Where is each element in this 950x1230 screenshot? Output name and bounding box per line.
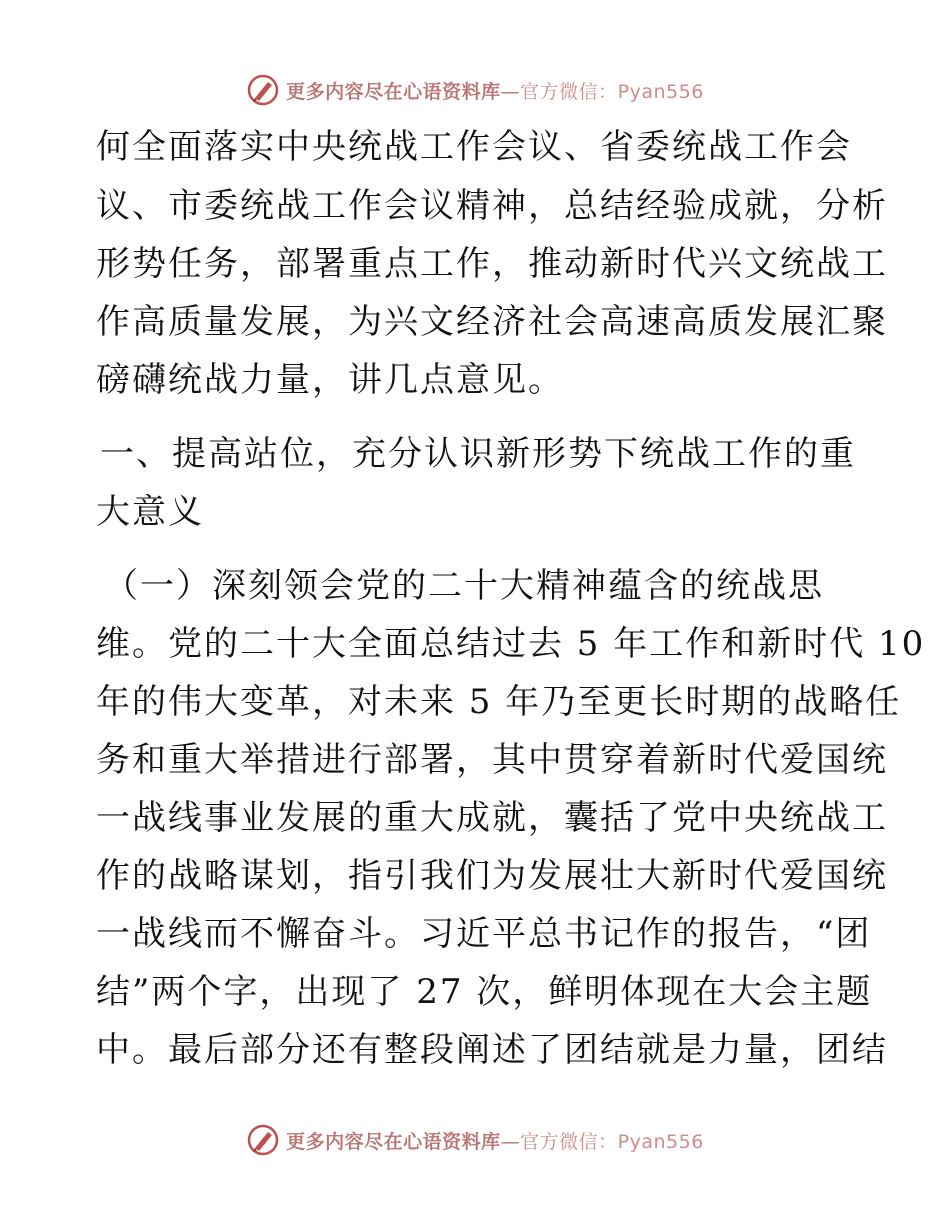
text-line: 务和重大举措进行部署，其中贯穿着新时代爱国统: [96, 740, 888, 780]
subsection-heading: （一）深刻领会党的二十大精神蕴含的统战思: [104, 566, 824, 606]
text-line: 何全面落实中央统战工作会议、省委统战工作会: [96, 127, 852, 167]
text-line: 作高质量发展，为兴文经济社会高速高质发展汇聚: [96, 302, 888, 342]
text-line: 议、市委统战工作会议精神，总结经验成就，分析: [96, 186, 888, 226]
watermark-main: 更多内容尽在心语资料库: [286, 80, 501, 103]
text-line: 作的战略谋划，指引我们为发展壮大新时代爱国统: [96, 856, 888, 896]
watermark-sep: —: [500, 80, 521, 103]
pen-logo-icon: [246, 1123, 280, 1157]
watermark-sub: 官方微信：Pyan556: [520, 1130, 704, 1153]
text-line: 磅礴统战力量，讲几点意见。: [96, 360, 564, 400]
watermark-header: [0, 70, 950, 110]
text-line: 年的伟大变革，对未来 5 年乃至更长时期的战略任: [96, 682, 902, 722]
section-heading-cont: 大意义: [96, 492, 204, 532]
watermark-text: [286, 77, 704, 104]
text-line: 维。党的二十大全面总结过去 5 年工作和新时代 10: [96, 624, 926, 664]
text-line: 一战线而不懈奋斗。习近平总书记作的报告，“团: [96, 914, 872, 954]
section-heading: 一、提高站位，充分认识新形势下统战工作的重: [100, 434, 856, 474]
watermark-text: [286, 1127, 704, 1154]
watermark-footer: [0, 1120, 950, 1160]
watermark-sub: 官方微信：Pyan556: [520, 80, 704, 103]
text-line: 结”两个字，出现了 27 次，鲜明体现在大会主题: [96, 972, 873, 1012]
text-line: 形势任务，部署重点工作，推动新时代兴文统战工: [96, 244, 888, 284]
pen-logo-icon: [246, 73, 280, 107]
text-line: 中。最后部分还有整段阐述了团结就是力量，团结: [96, 1030, 888, 1070]
watermark-main: 更多内容尽在心语资料库: [286, 1130, 501, 1153]
watermark-sep: —: [500, 1130, 521, 1153]
text-line: 一战线事业发展的重大成就，囊括了党中央统战工: [96, 798, 888, 838]
